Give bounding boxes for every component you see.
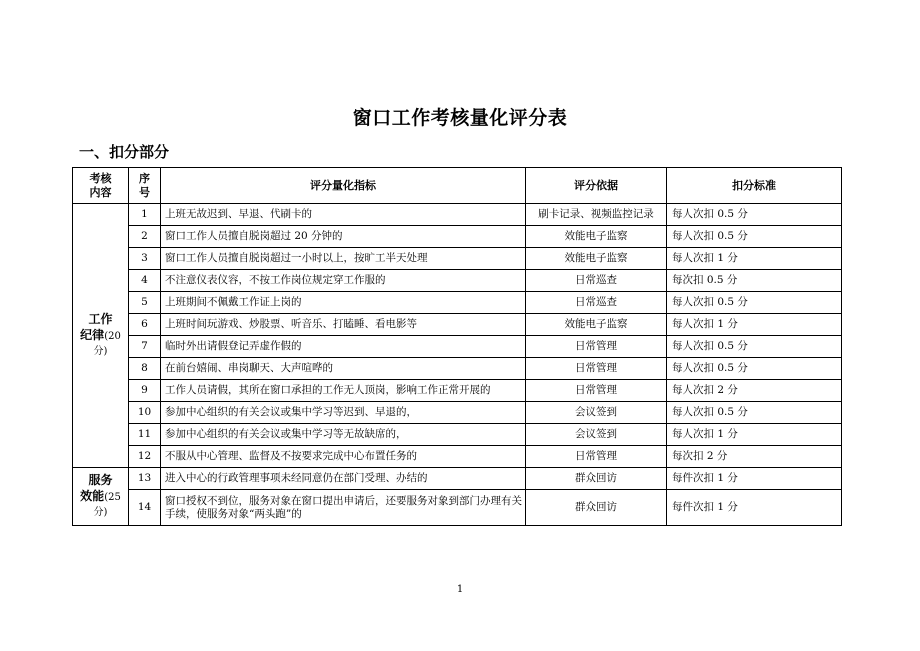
row-basis: 效能电子监察 (526, 226, 667, 248)
row-indicator: 上班时间玩游戏、炒股票、听音乐、打瞌睡、看电影等 (161, 314, 526, 336)
header-indicator: 评分量化指标 (161, 168, 526, 204)
page-title: 窗口工作考核量化评分表 (352, 107, 568, 129)
row-basis: 会议签到 (526, 402, 667, 424)
row-indicator: 上班无故迟到、早退、代刷卡的 (161, 204, 526, 226)
table-row (73, 226, 842, 248)
row-number: 8 (129, 358, 161, 380)
row-number: 3 (129, 248, 161, 270)
row-indicator: 进入中心的行政管理事项未经同意仍在部门受理、办结的 (161, 468, 526, 490)
table-row (73, 468, 842, 490)
table-row (73, 490, 842, 526)
row-indicator: 在前台嬉闹、串岗聊天、大声喧哗的 (161, 358, 526, 380)
row-number: 1 (129, 204, 161, 226)
row-standard: 每件次扣 1 分 (667, 468, 842, 490)
header-seq-line1: 序 (139, 171, 150, 185)
row-number: 6 (129, 314, 161, 336)
row-number: 10 (129, 402, 161, 424)
row-standard: 每人次扣 0.5 分 (667, 336, 842, 358)
row-standard: 每人次扣 0.5 分 (667, 402, 842, 424)
table-row (73, 270, 842, 292)
row-standard: 每人次扣 0.5 分 (667, 358, 842, 380)
category-title-line1: 工作 (88, 312, 113, 326)
table-row (73, 358, 842, 380)
row-basis: 群众回访 (526, 490, 667, 526)
category-cell-efficiency (73, 468, 129, 526)
row-basis: 会议签到 (526, 424, 667, 446)
category-points: (20 (104, 331, 121, 342)
row-standard: 每人次扣 0.5 分 (667, 204, 842, 226)
row-standard: 每人次扣 1 分 (667, 424, 842, 446)
row-basis: 日常管理 (526, 380, 667, 402)
header-seq-line2: 号 (139, 185, 150, 199)
category-points-close: 分) (93, 346, 108, 357)
category-title-line1: 服务 (88, 473, 113, 487)
category-points-close: 分) (93, 507, 108, 518)
table-row (73, 204, 842, 226)
table-row (73, 446, 842, 468)
row-number: 4 (129, 270, 161, 292)
scoring-table (72, 167, 842, 526)
table-row (73, 248, 842, 270)
row-basis: 效能电子监察 (526, 248, 667, 270)
table-row (73, 314, 842, 336)
row-indicator: 不注意仪表仪容，不按工作岗位规定穿工作服的 (161, 270, 526, 292)
row-indicator: 窗口授权不到位，服务对象在窗口提出申请后，还要服务对象到部门办理有关手续，使服务对象“两头跑”的 (161, 490, 526, 526)
row-basis: 刷卡记录、视频监控记录 (526, 204, 667, 226)
row-number: 12 (129, 446, 161, 468)
category-cell-discipline (73, 204, 129, 468)
row-standard: 每件次扣 1 分 (667, 490, 842, 526)
category-title-line2: 效能 (80, 489, 105, 503)
row-basis: 日常巡查 (526, 270, 667, 292)
page-number: 1 (456, 584, 464, 595)
row-number: 11 (129, 424, 161, 446)
row-basis: 日常巡查 (526, 292, 667, 314)
row-indicator: 参加中心组织的有关会议或集中学习等迟到、早退的， (161, 402, 526, 424)
header-standard: 扣分标准 (667, 168, 842, 204)
row-indicator: 上班期间不佩戴工作证上岗的 (161, 292, 526, 314)
row-number: 9 (129, 380, 161, 402)
row-standard: 每人次扣 1 分 (667, 248, 842, 270)
row-basis: 日常管理 (526, 446, 667, 468)
category-points: (25 (104, 492, 121, 503)
row-number: 14 (129, 490, 161, 526)
row-indicator: 窗口工作人员擅自脱岗超过 20 分钟的 (161, 226, 526, 248)
table-row (73, 380, 842, 402)
row-standard: 每次扣 2 分 (667, 446, 842, 468)
row-standard: 每人次扣 0.5 分 (667, 292, 842, 314)
header-category (73, 168, 129, 204)
table-row (73, 336, 842, 358)
row-standard: 每人次扣 2 分 (667, 380, 842, 402)
row-number: 5 (129, 292, 161, 314)
category-title-line2: 纪律 (80, 328, 105, 342)
row-indicator: 工作人员请假，其所在窗口承担的工作无人顶岗，影响工作正常开展的 (161, 380, 526, 402)
header-seq (129, 168, 161, 204)
row-number: 13 (129, 468, 161, 490)
row-number: 2 (129, 226, 161, 248)
table-row (73, 424, 842, 446)
row-number: 7 (129, 336, 161, 358)
header-category-line2: 内容 (89, 185, 112, 199)
row-indicator: 临时外出请假登记弄虚作假的 (161, 336, 526, 358)
table-row (73, 292, 842, 314)
row-indicator: 参加中心组织的有关会议或集中学习等无故缺席的， (161, 424, 526, 446)
row-basis: 日常管理 (526, 358, 667, 380)
row-basis: 群众回访 (526, 468, 667, 490)
row-standard: 每人次扣 0.5 分 (667, 226, 842, 248)
header-category-line1: 考核 (89, 171, 112, 185)
table-header-row (73, 168, 842, 204)
row-standard: 每次扣 0.5 分 (667, 270, 842, 292)
header-basis: 评分依据 (526, 168, 667, 204)
row-basis: 日常管理 (526, 336, 667, 358)
row-standard: 每人次扣 1 分 (667, 314, 842, 336)
row-indicator: 窗口工作人员擅自脱岗超过一小时以上，按旷工半天处理 (161, 248, 526, 270)
row-basis: 效能电子监察 (526, 314, 667, 336)
row-indicator: 不服从中心管理、监督及不按要求完成中心布置任务的 (161, 446, 526, 468)
table-row (73, 402, 842, 424)
section-heading: 一、扣分部分 (79, 143, 170, 161)
